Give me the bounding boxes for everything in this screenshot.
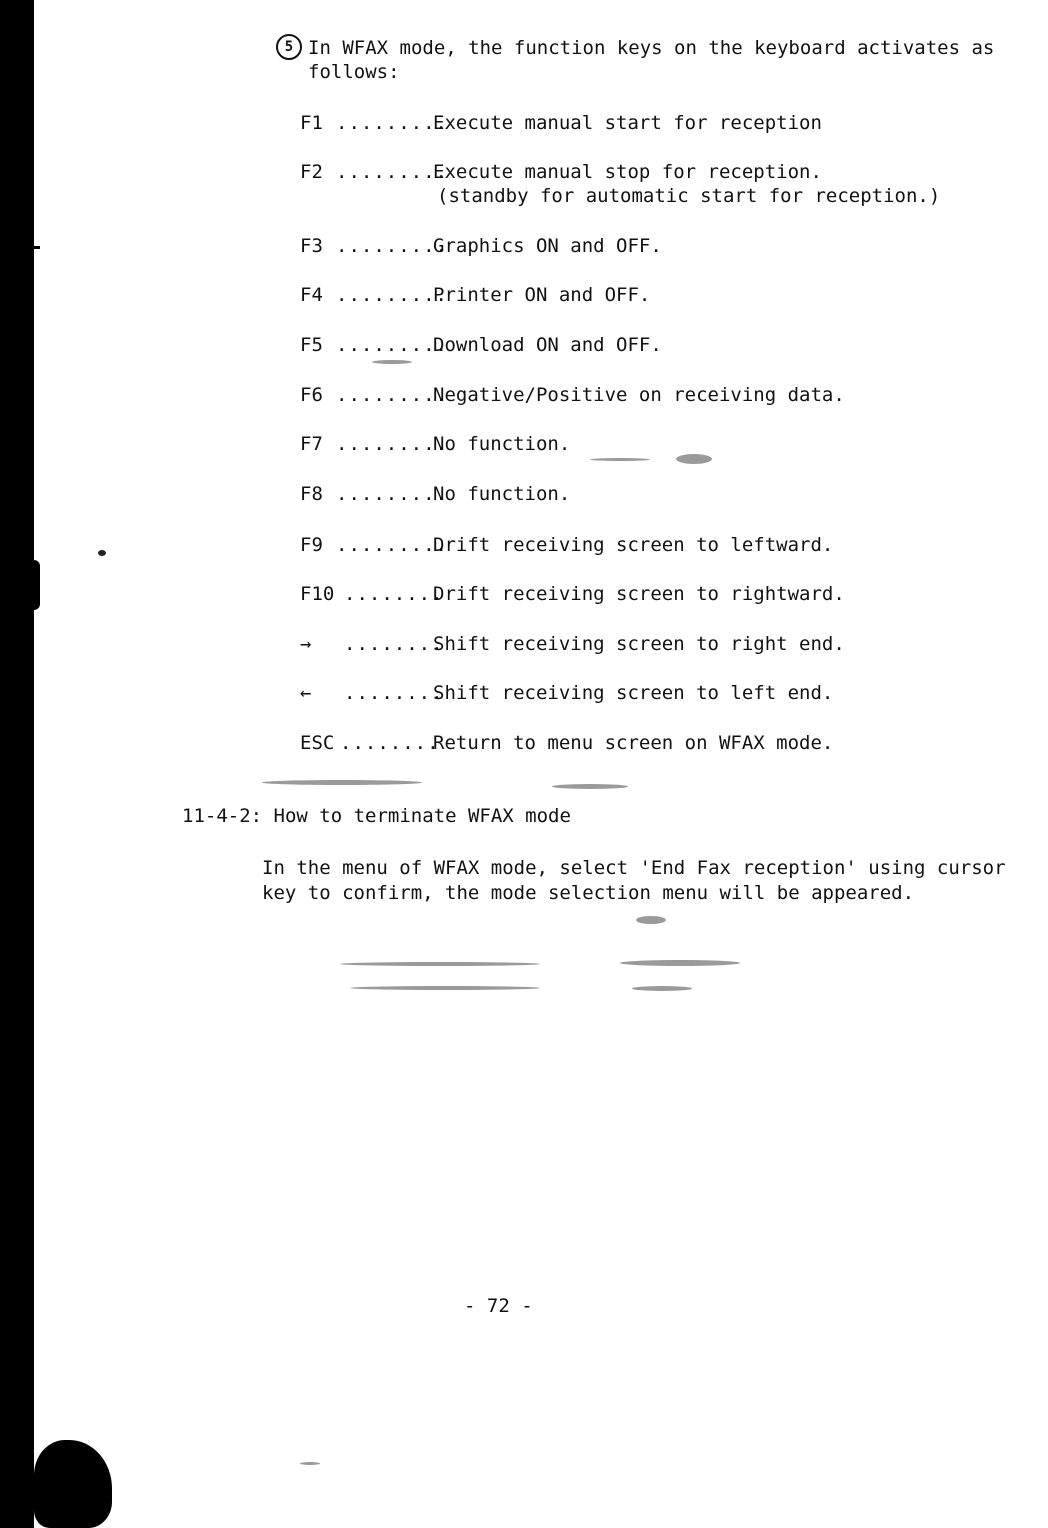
scan-speck [350, 986, 540, 990]
key-description: Shift receiving screen to right end. [433, 633, 845, 655]
key-leader-dots: ........ [340, 732, 440, 754]
key-row-f3 [300, 233, 920, 259]
scan-speck [372, 360, 412, 364]
key-name: F2 [300, 161, 323, 183]
key-name: F8 [300, 483, 323, 505]
key-leader-dots: ......... [336, 235, 448, 257]
intro-text-line2: follows: [308, 61, 400, 83]
scan-speck [98, 550, 106, 556]
key-name: F10 [300, 583, 335, 605]
scan-speck [590, 458, 650, 461]
scan-speck [620, 960, 740, 966]
key-description: Return to menu screen on WFAX mode. [433, 732, 834, 754]
key-row-f7 [300, 431, 920, 457]
key-row-right-arrow [300, 631, 920, 657]
scan-speck [552, 784, 628, 789]
key-leader-dots: ......... [336, 112, 448, 134]
key-row-f9 [300, 532, 920, 558]
key-leader-dots: ......... [336, 433, 448, 455]
key-row-f10 [300, 581, 920, 607]
key-description: Download ON and OFF. [433, 334, 662, 356]
key-row-left-arrow [300, 680, 920, 706]
page-number: - 72 - [464, 1295, 533, 1317]
scan-speck [676, 454, 712, 464]
key-row-f5 [300, 332, 920, 358]
scan-speck [300, 1462, 320, 1465]
key-leader-dots: ......... [336, 483, 448, 505]
key-leader-dots: ......... [336, 334, 448, 356]
key-name: F3 [300, 235, 323, 257]
key-description: Negative/Positive on receiving data. [433, 384, 845, 406]
scan-speck [632, 986, 692, 991]
scan-speck [636, 916, 666, 924]
right-arrow-icon: → [300, 633, 312, 655]
key-name: F7 [300, 433, 323, 455]
key-row-esc [300, 730, 920, 756]
key-row-f4 [300, 282, 920, 308]
key-description: Printer ON and OFF. [433, 284, 651, 306]
key-description: Drift receiving screen to rightward. [433, 583, 845, 605]
key-leader-dots: ......... [336, 284, 448, 306]
section-body-line2: key to confirm, the mode selection menu will be appeared. [262, 882, 915, 904]
key-row-f1 [300, 110, 920, 136]
scan-binding-edge [0, 0, 34, 1528]
scan-binding-mark [34, 246, 40, 249]
key-description: Graphics ON and OFF. [433, 235, 662, 257]
key-leader-dots: ......... [336, 534, 448, 556]
key-row-f8 [300, 481, 920, 507]
key-description: No function. [433, 483, 571, 505]
step-number-circle: 5 [276, 34, 302, 60]
key-name: ESC [300, 732, 335, 754]
key-name: F5 [300, 334, 323, 356]
scan-binding-notch [30, 560, 40, 610]
scan-binding-blob [34, 1440, 112, 1528]
key-description-continued: (standby for automatic start for reception.) [437, 185, 941, 207]
key-name: F1 [300, 112, 323, 134]
key-name: F4 [300, 284, 323, 306]
key-description: Drift receiving screen to leftward. [433, 534, 834, 556]
key-name: F6 [300, 384, 323, 406]
key-leader-dots: ......... [336, 384, 448, 406]
left-arrow-icon: ← [300, 682, 312, 704]
key-leader-dots: ........ [344, 633, 444, 655]
section-heading: 11-4-2: How to terminate WFAX mode [182, 805, 571, 827]
scan-speck [340, 962, 540, 966]
intro-text-line1: In WFAX mode, the function keys on the keyboard activates as [308, 37, 995, 59]
key-description: Execute manual start for reception [433, 112, 822, 134]
key-description: Shift receiving screen to left end. [433, 682, 834, 704]
key-description: Execute manual stop for reception. [433, 161, 822, 183]
key-description: No function. [433, 433, 571, 455]
key-row-f6 [300, 382, 920, 408]
section-body-line1: In the menu of WFAX mode, select 'End Fax reception' using cursor [262, 857, 1006, 879]
key-leader-dots: ........ [344, 682, 444, 704]
key-leader-dots: ......... [336, 161, 448, 183]
key-name: F9 [300, 534, 323, 556]
key-leader-dots: ........ [344, 583, 444, 605]
scan-speck [262, 780, 422, 785]
key-row-f2 [300, 159, 941, 211]
